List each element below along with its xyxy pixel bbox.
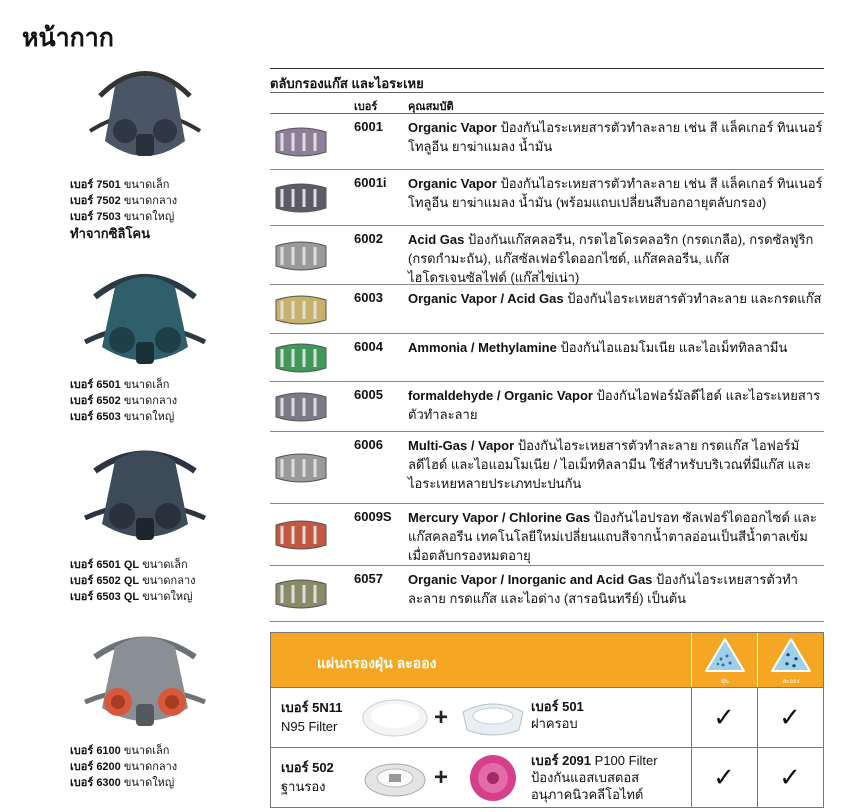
mask-line: เบอร์ 6501 ขนาดเล็ก [70, 379, 170, 391]
cartridge-table-header [270, 92, 824, 114]
cartridge-number: 6005 [354, 387, 383, 402]
dust-icon [692, 633, 758, 677]
filter-left-label: เบอร์ 502 ฐานรอง [281, 760, 334, 794]
cartridge-number: 6001i [354, 175, 387, 190]
column-header-property: คุณสมบัติ [408, 101, 454, 113]
cartridge-description [408, 508, 824, 565]
mask-line: เบอร์ 6503 QL ขนาดใหญ่ [70, 591, 193, 603]
cartridge-description [408, 289, 824, 308]
hazard-mist-cell [757, 633, 823, 687]
hazard-dust-label: ฝุ่น [721, 679, 729, 685]
mask-line: เบอร์ 7501 ขนาดเล็ก [70, 179, 170, 191]
cartridge-image [272, 178, 330, 218]
cartridge-gas-type: Mercury Vapor / Chlorine Gas [408, 510, 591, 525]
mask-group-6000 [70, 622, 260, 791]
mask-line: เบอร์ 6502 ขนาดกลาง [70, 395, 178, 407]
cartridge-row [270, 566, 824, 622]
cartridge-description [408, 386, 824, 424]
mist-icon [758, 633, 824, 677]
filter-right-label: เบอร์ 501 ฝาครอบ [531, 699, 584, 731]
cartridge-number: 6004 [354, 339, 383, 354]
cartridge-number: 6057 [354, 571, 383, 586]
filter-5n11-image [359, 694, 431, 742]
mask-6500-image [70, 262, 220, 377]
cartridge-image [272, 236, 330, 276]
cartridge-image [272, 448, 330, 488]
hazard-mist-label: ละออง [782, 679, 800, 685]
filter-right-label: เบอร์ 2091 P100 Filter ป้องกันแอสเบสตอส อนุภาคนิวคลีโอไทด์ [531, 753, 658, 802]
cartridge-desc-text: ป้องกันไอปรอท ซัลเฟอร์ไดออกไซด์ และแก๊สคลอรีน เทคโนโลยีใหม่เปลี่ยนแถบสีจากน้ำตาลอ่อนเป็นสีน้ำตาลเข้ม เมื่อตลับกรองหมดอายุ [408, 510, 817, 563]
hazard-dust-cell [691, 633, 757, 687]
cartridge-row [270, 226, 824, 285]
cartridge-desc-text: ป้องกันไอแอมโมเนีย และไอเม็ททิลลามีน [560, 340, 788, 355]
cartridge-gas-type: Multi-Gas / Vapor [408, 438, 515, 453]
filter-title: แผ่นกรองฝุ่น ละออง [317, 655, 437, 671]
cartridge-desc-text: ป้องกันไอฟอร์มัลดีไฮด์ และไอระเหยสารตัวทำละลาย [408, 388, 821, 422]
mask-line: เบอร์ 7502 ขนาดกลาง [70, 195, 178, 207]
cartridge-gas-type: formaldehyde / Organic Vapor [408, 388, 593, 403]
cartridge-gas-type: Organic Vapor / Inorganic and Acid Gas [408, 572, 653, 587]
mask-group-6500 [70, 262, 260, 425]
cartridge-description [408, 230, 824, 287]
adapter-502-image [359, 754, 431, 802]
filter-header [271, 633, 823, 687]
cartridge-row [270, 382, 824, 432]
cartridge-number: 6009S [354, 509, 392, 524]
retainer-501-image [457, 694, 529, 742]
cartridge-table-title: ตลับกรองแก๊ส และไอระเหย [270, 68, 824, 94]
filter-row [271, 747, 823, 807]
cartridge-row [270, 334, 824, 382]
cartridge-desc-text: ป้องกันไอระเหยสารตัวทำละลาย เช่น สี แล็คเกอร์ ทินเนอร์ โทลูอีน ยาฆ่าแมลง น้ำมัน [408, 120, 823, 154]
cartridge-desc-text: ป้องกันแก๊สคลอรีน, กรดไฮโดรคลอริก (กรดเกลือ), กรดซัลฟูริก (กรดกำมะถัน), แก๊สซัลเฟอร์ไดออกไซด์, แก๊สคลอรีน, แก๊สไฮโดรเจนซัลไฟด์ (แก๊สไข่เน่า) [408, 232, 814, 285]
cartridge-row [270, 432, 824, 504]
cartridge-desc-text: ป้องกันไอระเหยสารตัวทำละลาย กรดแก๊ส ไอฟอร์มัลดีไฮด์ และไอแอมโมเนีย / ไอเม็ททิลลามีน ใช้สำหรับบริเวณที่มีแก๊ส และไอระเหยหลายประเภทปะปนกัน [408, 438, 812, 491]
check-icon: ✓ [779, 702, 801, 732]
mask-line: เบอร์ 6502 QL ขนาดกลาง [70, 575, 196, 587]
cartridge-number: 6006 [354, 437, 383, 452]
mask-material: ทำจากซิลิโคน [70, 226, 151, 241]
mask-6500ql-image [70, 436, 220, 551]
cartridge-image [272, 574, 330, 614]
mask-6000-image [70, 622, 220, 737]
mask-line: เบอร์ 6300 ขนาดใหญ่ [70, 777, 175, 789]
cartridge-gas-type: Organic Vapor [408, 120, 497, 135]
cartridge-image [272, 290, 330, 330]
cartridge-row [270, 504, 824, 566]
plus-sign: + [434, 764, 449, 791]
cartridge-number: 6001 [354, 119, 383, 134]
cartridge-number: 6003 [354, 290, 383, 305]
mask-group-7500 [70, 56, 260, 243]
cartridge-row [270, 170, 824, 226]
cartridge-description [408, 338, 824, 357]
mask-line: เบอร์ 6100 ขนาดเล็ก [70, 745, 170, 757]
check-icon: ✓ [779, 762, 801, 792]
column-header-no: เบอร์ [354, 101, 378, 113]
filter-section [270, 632, 824, 808]
mask-group-6500ql [70, 436, 260, 605]
cartridge-row [270, 114, 824, 170]
mask-line: เบอร์ 6200 ขนาดกลาง [70, 761, 178, 773]
cartridge-description [408, 570, 824, 608]
cartridge-desc-text: ป้องกันไอระเหยสารตัวทำละลาย และกรดแก๊ส [567, 291, 822, 306]
cartridge-description [408, 118, 824, 156]
cartridge-desc-text: ป้องกันไอระเหยสารตัวทำละลาย เช่น สี แล็คเกอร์ ทินเนอร์ โทลูอีน ยาฆ่าแมลง น้ำมัน (พร้อมแถบเปลี่ยนสีบอกอายุตลับกรอง) [408, 176, 823, 210]
mask-line: เบอร์ 7503 ขนาดใหญ่ [70, 211, 175, 223]
cartridge-description [408, 436, 824, 493]
cartridge-image [272, 515, 330, 555]
cartridge-gas-type: Organic Vapor [408, 176, 497, 191]
check-icon: ✓ [713, 762, 735, 792]
filter-left-label: เบอร์ 5N11 N95 Filter [281, 700, 343, 734]
filter-2091-image [461, 752, 525, 804]
cartridge-image [272, 338, 330, 378]
cartridge-row [270, 285, 824, 334]
page-title: หน้ากาก [22, 24, 114, 52]
cartridge-desc-text: ป้องกันไอระเหยสารตัวทำละลาย กรดแก๊ส และไอด่าง (สารอนินทรีย์) เป็นต้น [408, 572, 798, 606]
mask-7500-image [70, 56, 220, 171]
mask-line: เบอร์ 6503 ขนาดใหญ่ [70, 411, 175, 423]
cartridge-image [272, 122, 330, 162]
check-icon: ✓ [713, 702, 735, 732]
cartridge-gas-type: Organic Vapor / Acid Gas [408, 291, 564, 306]
plus-sign: + [434, 704, 449, 731]
cartridge-image [272, 387, 330, 427]
cartridge-description [408, 174, 824, 212]
cartridge-gas-type: Acid Gas [408, 232, 465, 247]
mask-line: เบอร์ 6501 QL ขนาดเล็ก [70, 559, 188, 571]
cartridge-number: 6002 [354, 231, 383, 246]
filter-row [271, 687, 823, 747]
cartridge-gas-type: Ammonia / Methylamine [408, 340, 557, 355]
